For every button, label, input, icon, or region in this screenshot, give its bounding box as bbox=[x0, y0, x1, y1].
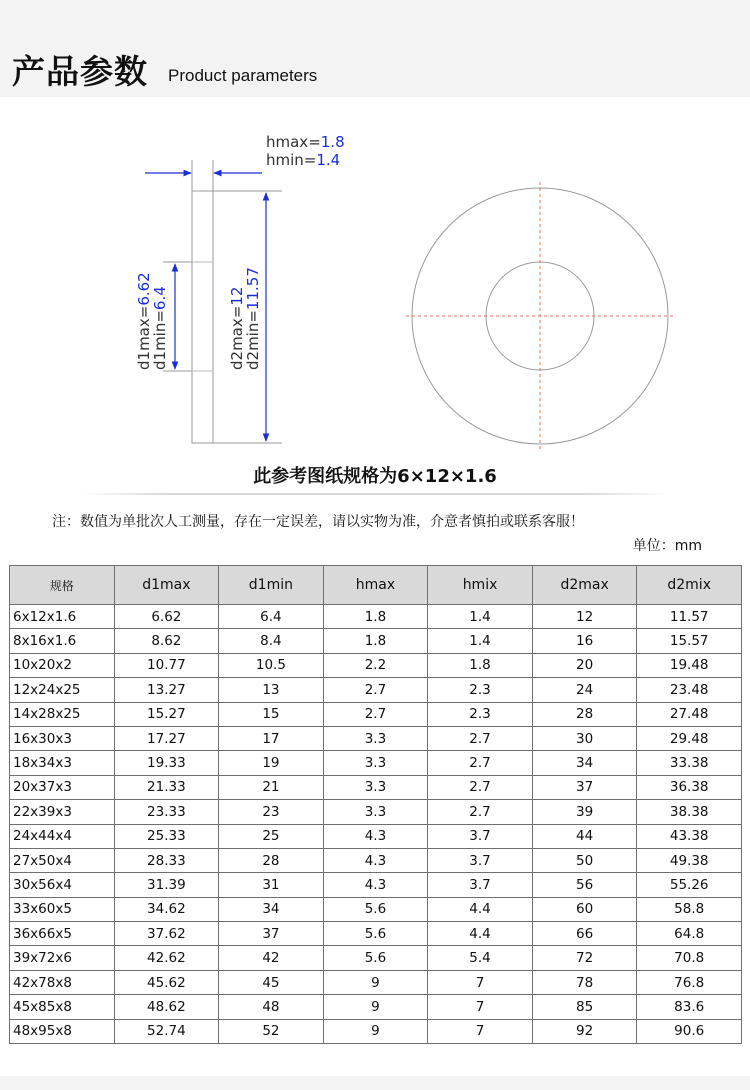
value-cell: 25.33 bbox=[114, 824, 219, 848]
value-cell: 3.7 bbox=[428, 873, 533, 897]
value-cell: 7 bbox=[428, 1019, 533, 1043]
unit-label: 单位：mm bbox=[632, 538, 702, 554]
header-band bbox=[0, 0, 750, 97]
value-cell: 6.62 bbox=[114, 605, 219, 629]
drawing-caption: 此参考图纸规格为6×12×1.6 bbox=[253, 466, 497, 487]
value-cell: 3.7 bbox=[428, 848, 533, 872]
value-cell: 38.38 bbox=[637, 800, 742, 824]
bottom-band bbox=[0, 1076, 750, 1090]
washer-drawing bbox=[0, 97, 750, 497]
value-cell: 2.7 bbox=[428, 800, 533, 824]
page-title: 产品参数 bbox=[12, 52, 148, 91]
value-cell: 2.7 bbox=[323, 678, 428, 702]
value-cell: 34.62 bbox=[114, 897, 219, 921]
table-row bbox=[10, 970, 742, 994]
value-cell: 5.4 bbox=[428, 946, 533, 970]
value-cell: 7 bbox=[428, 995, 533, 1019]
value-cell: 70.8 bbox=[637, 946, 742, 970]
table-row bbox=[10, 995, 742, 1019]
value-cell: 19 bbox=[219, 751, 324, 775]
value-cell: 72 bbox=[532, 946, 637, 970]
value-cell: 45 bbox=[219, 970, 324, 994]
caption-divider bbox=[80, 493, 670, 495]
spec-cell: 22x39x3 bbox=[10, 800, 115, 824]
value-cell: 37 bbox=[532, 775, 637, 799]
value-cell: 4.3 bbox=[323, 873, 428, 897]
value-cell: 1.4 bbox=[428, 605, 533, 629]
table-row bbox=[10, 824, 742, 848]
value-cell: 11.57 bbox=[637, 605, 742, 629]
value-cell: 85 bbox=[532, 995, 637, 1019]
value-cell: 39 bbox=[532, 800, 637, 824]
value-cell: 2.7 bbox=[428, 775, 533, 799]
value-cell: 48 bbox=[219, 995, 324, 1019]
hmax-annotation: hmax=1.8 bbox=[266, 133, 345, 151]
value-cell: 6.4 bbox=[219, 605, 324, 629]
value-cell: 1.8 bbox=[323, 605, 428, 629]
spec-cell: 16x30x3 bbox=[10, 726, 115, 750]
value-cell: 27.48 bbox=[637, 702, 742, 726]
value-cell: 1.8 bbox=[323, 629, 428, 653]
value-cell: 1.8 bbox=[428, 653, 533, 677]
value-cell: 23 bbox=[219, 800, 324, 824]
value-cell: 28 bbox=[532, 702, 637, 726]
value-cell: 23.33 bbox=[114, 800, 219, 824]
value-cell: 66 bbox=[532, 922, 637, 946]
table-row bbox=[10, 848, 742, 872]
table-row bbox=[10, 678, 742, 702]
table-row bbox=[10, 605, 742, 629]
value-cell: 3.3 bbox=[323, 726, 428, 750]
value-cell: 3.3 bbox=[323, 775, 428, 799]
value-cell: 37.62 bbox=[114, 922, 219, 946]
value-cell: 17 bbox=[219, 726, 324, 750]
value-cell: 55.26 bbox=[637, 873, 742, 897]
value-cell: 7 bbox=[428, 970, 533, 994]
table-row bbox=[10, 800, 742, 824]
value-cell: 92 bbox=[532, 1019, 637, 1043]
value-cell: 19.48 bbox=[637, 653, 742, 677]
value-cell: 12 bbox=[532, 605, 637, 629]
value-cell: 44 bbox=[532, 824, 637, 848]
value-cell: 2.3 bbox=[428, 702, 533, 726]
value-cell: 4.3 bbox=[323, 824, 428, 848]
value-cell: 13.27 bbox=[114, 678, 219, 702]
d1max-annotation: d1max=6.62 bbox=[135, 272, 153, 370]
spec-cell: 10x20x2 bbox=[10, 653, 115, 677]
value-cell: 19.33 bbox=[114, 751, 219, 775]
value-cell: 4.4 bbox=[428, 922, 533, 946]
value-cell: 5.6 bbox=[323, 922, 428, 946]
spec-cell: 36x66x5 bbox=[10, 922, 115, 946]
value-cell: 2.7 bbox=[428, 726, 533, 750]
value-cell: 20 bbox=[532, 653, 637, 677]
d1min-annotation: d1min=6.4 bbox=[151, 286, 169, 370]
value-cell: 13 bbox=[219, 678, 324, 702]
value-cell: 30 bbox=[532, 726, 637, 750]
value-cell: 4.4 bbox=[428, 897, 533, 921]
spec-cell: 48x95x8 bbox=[10, 1019, 115, 1043]
value-cell: 34 bbox=[219, 897, 324, 921]
value-cell: 21 bbox=[219, 775, 324, 799]
d2max-annotation: d2max=12 bbox=[228, 286, 246, 370]
value-cell: 2.7 bbox=[428, 751, 533, 775]
value-cell: 90.6 bbox=[637, 1019, 742, 1043]
value-cell: 5.6 bbox=[323, 897, 428, 921]
column-header: hmix bbox=[428, 566, 533, 605]
column-header: 规格 bbox=[10, 566, 115, 605]
spec-cell: 27x50x4 bbox=[10, 848, 115, 872]
value-cell: 3.3 bbox=[323, 800, 428, 824]
value-cell: 50 bbox=[532, 848, 637, 872]
value-cell: 16 bbox=[532, 629, 637, 653]
value-cell: 9 bbox=[323, 1019, 428, 1043]
spec-cell: 14x28x25 bbox=[10, 702, 115, 726]
table-row bbox=[10, 946, 742, 970]
value-cell: 3.3 bbox=[323, 751, 428, 775]
column-header: d1max bbox=[114, 566, 219, 605]
value-cell: 9 bbox=[323, 995, 428, 1019]
value-cell: 2.3 bbox=[428, 678, 533, 702]
value-cell: 78 bbox=[532, 970, 637, 994]
value-cell: 48.62 bbox=[114, 995, 219, 1019]
spec-cell: 45x85x8 bbox=[10, 995, 115, 1019]
value-cell: 83.6 bbox=[637, 995, 742, 1019]
value-cell: 28.33 bbox=[114, 848, 219, 872]
table-row bbox=[10, 702, 742, 726]
value-cell: 2.7 bbox=[323, 702, 428, 726]
value-cell: 4.3 bbox=[323, 848, 428, 872]
value-cell: 28 bbox=[219, 848, 324, 872]
table-row bbox=[10, 873, 742, 897]
spec-cell: 24x44x4 bbox=[10, 824, 115, 848]
value-cell: 42 bbox=[219, 946, 324, 970]
value-cell: 3.7 bbox=[428, 824, 533, 848]
page-subtitle: Product parameters bbox=[168, 66, 318, 85]
value-cell: 10.5 bbox=[219, 653, 324, 677]
value-cell: 5.6 bbox=[323, 946, 428, 970]
value-cell: 9 bbox=[323, 970, 428, 994]
value-cell: 25 bbox=[219, 824, 324, 848]
hmin-annotation: hmin=1.4 bbox=[266, 151, 341, 169]
value-cell: 52.74 bbox=[114, 1019, 219, 1043]
table-header-row bbox=[10, 566, 742, 605]
value-cell: 31.39 bbox=[114, 873, 219, 897]
spec-cell: 30x56x4 bbox=[10, 873, 115, 897]
column-header: d2mix bbox=[637, 566, 742, 605]
spec-cell: 20x37x3 bbox=[10, 775, 115, 799]
column-header: d2max bbox=[532, 566, 637, 605]
value-cell: 49.38 bbox=[637, 848, 742, 872]
value-cell: 45.62 bbox=[114, 970, 219, 994]
value-cell: 60 bbox=[532, 897, 637, 921]
spec-cell: 6x12x1.6 bbox=[10, 605, 115, 629]
spec-cell: 33x60x5 bbox=[10, 897, 115, 921]
value-cell: 36.38 bbox=[637, 775, 742, 799]
table-row bbox=[10, 1019, 742, 1043]
value-cell: 43.38 bbox=[637, 824, 742, 848]
value-cell: 15.57 bbox=[637, 629, 742, 653]
d2min-annotation: d2min=11.57 bbox=[244, 267, 262, 370]
value-cell: 15.27 bbox=[114, 702, 219, 726]
value-cell: 24 bbox=[532, 678, 637, 702]
value-cell: 34 bbox=[532, 751, 637, 775]
table-row bbox=[10, 751, 742, 775]
table-body bbox=[10, 605, 742, 1044]
table-row bbox=[10, 653, 742, 677]
table-row bbox=[10, 629, 742, 653]
column-header: hmax bbox=[323, 566, 428, 605]
value-cell: 42.62 bbox=[114, 946, 219, 970]
spec-cell: 12x24x25 bbox=[10, 678, 115, 702]
value-cell: 76.8 bbox=[637, 970, 742, 994]
table-row bbox=[10, 775, 742, 799]
spec-cell: 39x72x6 bbox=[10, 946, 115, 970]
value-cell: 58.8 bbox=[637, 897, 742, 921]
spec-table bbox=[9, 565, 742, 1044]
table-row bbox=[10, 922, 742, 946]
washer-side-view bbox=[192, 191, 213, 443]
spec-cell: 18x34x3 bbox=[10, 751, 115, 775]
value-cell: 56 bbox=[532, 873, 637, 897]
value-cell: 33.38 bbox=[637, 751, 742, 775]
value-cell: 21.33 bbox=[114, 775, 219, 799]
measurement-note: 注：数值为单批次人工测量，存在一定误差，请以实物为准，介意者慎拍或联系客服！ bbox=[52, 514, 584, 530]
value-cell: 8.62 bbox=[114, 629, 219, 653]
value-cell: 64.8 bbox=[637, 922, 742, 946]
value-cell: 17.27 bbox=[114, 726, 219, 750]
column-header: d1min bbox=[219, 566, 324, 605]
value-cell: 10.77 bbox=[114, 653, 219, 677]
value-cell: 31 bbox=[219, 873, 324, 897]
value-cell: 8.4 bbox=[219, 629, 324, 653]
table-row bbox=[10, 897, 742, 921]
value-cell: 23.48 bbox=[637, 678, 742, 702]
spec-cell: 42x78x8 bbox=[10, 970, 115, 994]
table-row bbox=[10, 726, 742, 750]
value-cell: 2.2 bbox=[323, 653, 428, 677]
spec-cell: 8x16x1.6 bbox=[10, 629, 115, 653]
value-cell: 1.4 bbox=[428, 629, 533, 653]
value-cell: 29.48 bbox=[637, 726, 742, 750]
value-cell: 37 bbox=[219, 922, 324, 946]
value-cell: 52 bbox=[219, 1019, 324, 1043]
value-cell: 15 bbox=[219, 702, 324, 726]
